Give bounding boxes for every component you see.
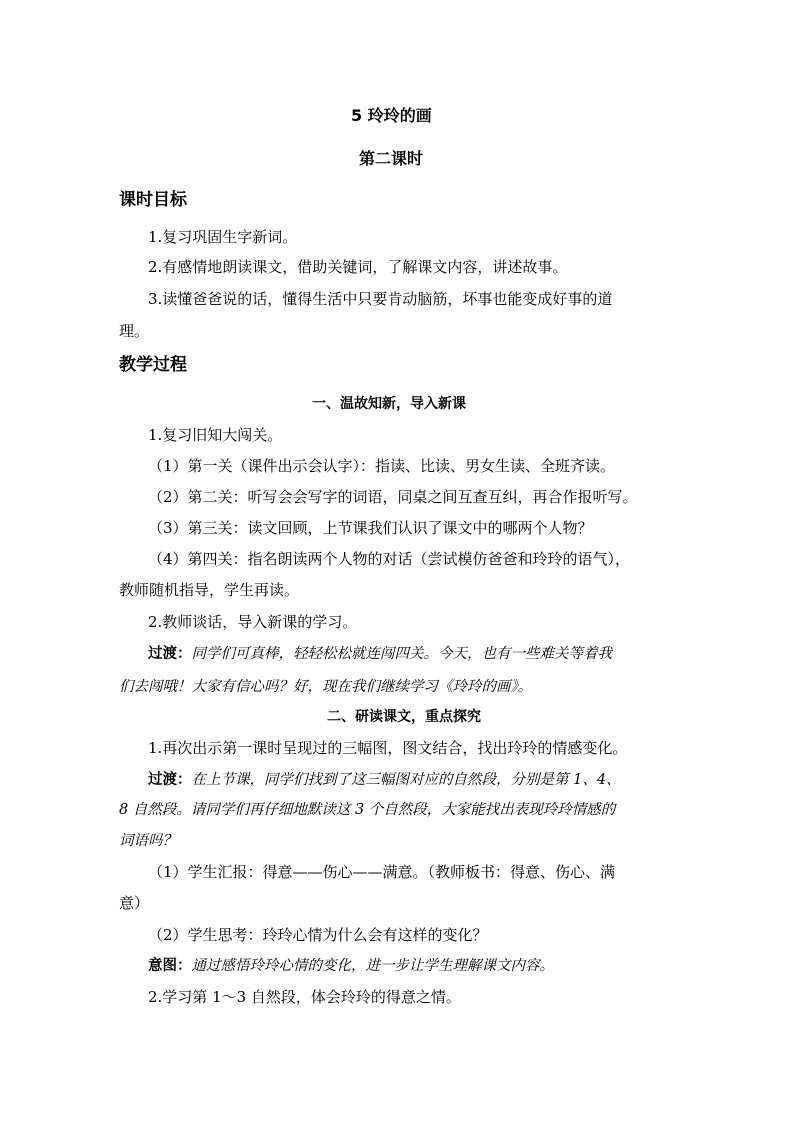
transition-note — [148, 770, 621, 790]
objective-item: 理。 — [119, 322, 150, 340]
section-1-line: （2）第二关：听写会会写字的词语，同桌之间互查互纠，再合作报听写。 — [148, 488, 638, 506]
section-1-line: 1.复习旧知大闯关。 — [148, 426, 283, 444]
transition-text: 同学们可真棒，轻轻松松就连闯四关。今天，也有一些难关等着我 — [191, 646, 612, 662]
student-report-cont: 意） — [119, 894, 150, 912]
process-heading: 教学过程 — [119, 355, 187, 375]
transition-note-cont: 词语吗？ — [119, 833, 177, 849]
intent-note — [148, 956, 554, 976]
section-2-title: 二、研读课文，重点探究 — [327, 709, 481, 725]
transition-note — [148, 644, 612, 664]
section-1-line: （3）第三关：读文回顾，上节课我们认识了课文中的哪两个人物？ — [148, 519, 593, 537]
section-1-title: 一、温故知新，导入新课 — [312, 396, 466, 412]
section-2-line: 1.再次出示第一课时呈现过的三幅图，图文结合，找出玲玲的情感变化。 — [148, 739, 628, 757]
lesson-title: 5 玲玲的画 — [351, 106, 432, 125]
objective-item: 1.复习巩固生字新词。 — [148, 228, 298, 246]
transition-label: 过渡： — [148, 646, 192, 662]
transition-note-cont: 8 自然段。请同学们再仔细地默读这 3 个自然段，大家能找出表现玲玲情感的 — [119, 802, 616, 818]
section-1-line: 教师随机指导，学生再读。 — [119, 581, 300, 599]
section-1-line: 2.教师谈话，导入新课的学习。 — [148, 613, 358, 631]
section-2-line: 2.学习第 1～3 自然段，体会玲玲的得意之情。 — [148, 988, 461, 1006]
student-think: （2）学生思考：玲玲心情为什么会有这样的变化？ — [148, 926, 488, 944]
objective-item: 2.有感情地朗读课文，借助关键词，了解课文内容，讲述故事。 — [148, 258, 568, 276]
transition-text: 在上节课，同学们找到了这三幅图对应的自然段，分别是第 1、4、 — [191, 772, 621, 788]
student-report: （1）学生汇报：得意——伤心——满意。（教师板书：得意、伤心、满 — [148, 863, 616, 881]
intent-label: 意图： — [148, 958, 192, 974]
intent-text: 通过感悟玲玲心情的变化，进一步让学生理解课文内容。 — [191, 958, 554, 974]
objective-item: 3.读懂爸爸说的话，懂得生活中只要肯动脑筋，坏事也能变成好事的道 — [148, 290, 613, 308]
section-1-line: （1）第一关（课件出示会认字）：指读、比读、男女生读、全班齐读。 — [148, 457, 616, 475]
transition-label: 过渡： — [148, 772, 192, 788]
transition-note-cont: 们去闯哦！大家有信心吗？好，现在我们继续学习《玲玲的画》。 — [119, 679, 533, 695]
objectives-heading: 课时目标 — [119, 190, 187, 210]
section-1-line: （4）第四关：指名朗读两个人物的对话（尝试模仿爸爸和玲玲的语气）， — [148, 550, 631, 568]
lesson-subtitle: 第二课时 — [359, 149, 424, 168]
